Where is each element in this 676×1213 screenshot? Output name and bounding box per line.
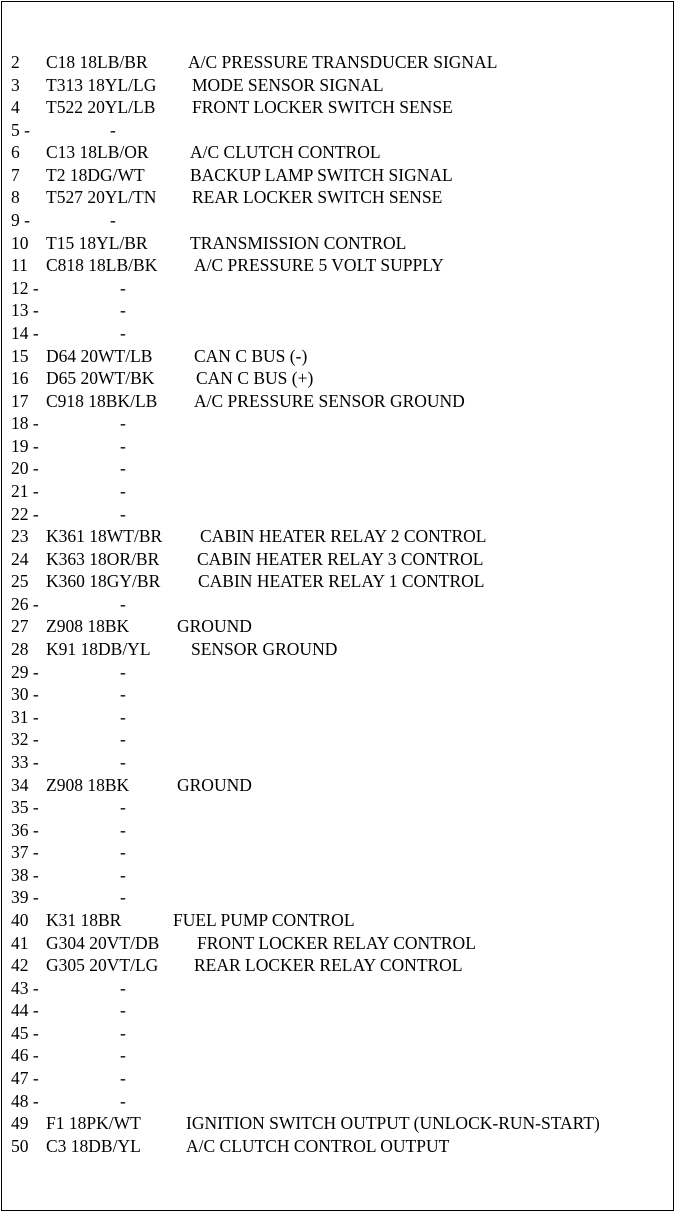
circuit-function: -: [120, 1090, 126, 1111]
circuit-function: IGNITION SWITCH OUTPUT (UNLOCK-RUN-START): [186, 1113, 600, 1134]
circuit-function: FRONT LOCKER RELAY CONTROL: [197, 932, 476, 953]
pin-number: 5 -: [11, 119, 30, 140]
table-row: [0, 841, 676, 864]
pin-number: 41: [11, 932, 29, 953]
wire-code: D65 20WT/BK: [46, 368, 155, 389]
circuit-function: -: [120, 751, 126, 772]
table-row: [0, 480, 676, 503]
table-row: [0, 593, 676, 616]
circuit-function: CABIN HEATER RELAY 2 CONTROL: [200, 526, 487, 547]
wire-code: C918 18BK/LB: [46, 390, 158, 411]
table-row: [0, 209, 676, 232]
pin-number: 47 -: [11, 1068, 39, 1089]
table-row: [0, 119, 676, 142]
pin-number: 48 -: [11, 1090, 39, 1111]
pin-number: 11: [11, 255, 28, 276]
table-row: [0, 51, 676, 74]
pin-number: 32 -: [11, 729, 39, 750]
table-row: [0, 503, 676, 526]
circuit-function: -: [120, 819, 126, 840]
wire-code: K363 18OR/BR: [46, 548, 160, 569]
table-row: [0, 164, 676, 187]
pin-number: 33 -: [11, 751, 39, 772]
wire-code: F1 18PK/WT: [46, 1113, 141, 1134]
wire-code: C3 18DB/YL: [46, 1135, 141, 1156]
table-row: [0, 728, 676, 751]
table-row: [0, 74, 676, 97]
circuit-function: FUEL PUMP CONTROL: [173, 909, 355, 930]
pin-number: 21 -: [11, 480, 39, 501]
circuit-function: -: [120, 706, 126, 727]
circuit-function: -: [120, 1000, 126, 1021]
pin-number: 25: [11, 571, 29, 592]
table-row: [0, 96, 676, 119]
circuit-function: A/C CLUTCH CONTROL OUTPUT: [186, 1135, 450, 1156]
table-row: [0, 232, 676, 255]
circuit-function: A/C CLUTCH CONTROL: [190, 142, 381, 163]
circuit-function: -: [120, 1045, 126, 1066]
table-row: [0, 322, 676, 345]
circuit-function: GROUND: [177, 774, 252, 795]
table-row: [0, 661, 676, 684]
circuit-function: FRONT LOCKER SWITCH SENSE: [192, 97, 453, 118]
table-row: [0, 774, 676, 797]
table-row: [0, 796, 676, 819]
table-row: [0, 1135, 676, 1158]
table-row: [0, 1044, 676, 1067]
pin-number: 17: [11, 390, 29, 411]
pin-number: 4: [11, 97, 20, 118]
wire-code: K360 18GY/BR: [46, 571, 161, 592]
wire-code: C13 18LB/OR: [46, 142, 149, 163]
table-row: [0, 819, 676, 842]
wire-code: K91 18DB/YL: [46, 639, 151, 660]
circuit-function: -: [120, 322, 126, 343]
pin-number: 7: [11, 164, 20, 185]
wire-code: T527 20YL/TN: [46, 187, 157, 208]
table-row: [0, 186, 676, 209]
pin-number: 49: [11, 1113, 29, 1134]
pin-number: 26 -: [11, 593, 39, 614]
circuit-function: CABIN HEATER RELAY 1 CONTROL: [198, 571, 485, 592]
circuit-function: MODE SENSOR SIGNAL: [192, 74, 384, 95]
circuit-function: -: [120, 661, 126, 682]
circuit-function: -: [120, 593, 126, 614]
circuit-function: -: [120, 797, 126, 818]
table-row: [0, 1067, 676, 1090]
circuit-function: CAN C BUS (-): [194, 345, 308, 366]
circuit-function: -: [120, 864, 126, 885]
wire-code: D64 20WT/LB: [46, 345, 153, 366]
pin-number: 42: [11, 955, 29, 976]
wire-code: K31 18BR: [46, 909, 122, 930]
circuit-function: SENSOR GROUND: [191, 639, 338, 660]
wire-code: K361 18WT/BR: [46, 526, 163, 547]
table-row: [0, 1090, 676, 1113]
circuit-function: -: [120, 887, 126, 908]
pin-number: 35 -: [11, 797, 39, 818]
wire-code: C18 18LB/BR: [46, 52, 148, 72]
pin-number: 43 -: [11, 977, 39, 998]
circuit-function: -: [110, 119, 116, 140]
pin-number: 14 -: [11, 322, 39, 343]
table-row: [0, 548, 676, 571]
pin-number: 28: [11, 639, 29, 660]
table-row: [0, 615, 676, 638]
pin-number: 50: [11, 1135, 29, 1156]
table-row: [0, 706, 676, 729]
pin-number: 15: [11, 345, 29, 366]
pin-number: 30 -: [11, 684, 39, 705]
pin-number: 6: [11, 142, 20, 163]
pin-number: 18 -: [11, 413, 39, 434]
table-row: [0, 345, 676, 368]
pin-number: 10: [11, 232, 29, 253]
pin-number: 45 -: [11, 1022, 39, 1043]
table-row: [0, 683, 676, 706]
table-row: [0, 570, 676, 593]
table-row: [0, 254, 676, 277]
circuit-function: A/C PRESSURE TRANSDUCER SIGNAL: [188, 52, 498, 72]
circuit-function: -: [120, 480, 126, 501]
wire-code: T2 18DG/WT: [46, 164, 145, 185]
circuit-function: -: [120, 842, 126, 863]
pin-number: 9 -: [11, 210, 30, 231]
pin-number: 16: [11, 368, 29, 389]
wire-code: T15 18YL/BR: [46, 232, 148, 253]
table-row: [0, 435, 676, 458]
circuit-function: -: [120, 300, 126, 321]
pin-number: 24: [11, 548, 29, 569]
circuit-function: REAR LOCKER SWITCH SENSE: [192, 187, 443, 208]
table-row: [0, 525, 676, 548]
wire-code: Z908 18BK: [46, 616, 130, 637]
table-row: [0, 141, 676, 164]
wire-code: C818 18LB/BK: [46, 255, 158, 276]
wire-code: G305 20VT/LG: [46, 955, 159, 976]
table-row: [0, 977, 676, 1000]
circuit-function: -: [120, 435, 126, 456]
table-row: [0, 751, 676, 774]
wire-code: G304 20VT/DB: [46, 932, 160, 953]
table-row: [0, 1112, 676, 1135]
pin-number: 23: [11, 526, 29, 547]
pin-number: 2: [11, 52, 20, 72]
circuit-function: -: [120, 1022, 126, 1043]
circuit-function: A/C PRESSURE SENSOR GROUND: [194, 390, 465, 411]
table-row: [0, 999, 676, 1022]
circuit-function: A/C PRESSURE 5 VOLT SUPPLY: [194, 255, 444, 276]
wire-code: T313 18YL/LG: [46, 74, 157, 95]
pin-number: 44 -: [11, 1000, 39, 1021]
circuit-function: -: [120, 503, 126, 524]
table-row: [0, 638, 676, 661]
pin-number: 19 -: [11, 435, 39, 456]
table-row: [0, 864, 676, 887]
pin-number: 39 -: [11, 887, 39, 908]
circuit-function: TRANSMISSION CONTROL: [190, 232, 407, 253]
table-row: [0, 1022, 676, 1045]
circuit-function: -: [120, 977, 126, 998]
table-row: [0, 299, 676, 322]
table-row: [0, 909, 676, 932]
table-row: [0, 390, 676, 413]
wire-code: Z908 18BK: [46, 774, 130, 795]
connector-pin-table: [0, 51, 676, 1157]
pin-number: 12 -: [11, 277, 39, 298]
circuit-function: -: [120, 729, 126, 750]
wire-code: T522 20YL/LB: [46, 97, 156, 118]
circuit-function: -: [120, 277, 126, 298]
pin-number: 13 -: [11, 300, 39, 321]
circuit-function: -: [120, 458, 126, 479]
circuit-function: -: [120, 413, 126, 434]
table-row: [0, 954, 676, 977]
pin-number: 8: [11, 187, 20, 208]
pin-number: 20 -: [11, 458, 39, 479]
pin-number: 29 -: [11, 661, 39, 682]
pin-number: 37 -: [11, 842, 39, 863]
pin-number: 31 -: [11, 706, 39, 727]
circuit-function: -: [120, 1068, 126, 1089]
circuit-function: -: [110, 210, 116, 231]
circuit-function: BACKUP LAMP SWITCH SIGNAL: [190, 164, 453, 185]
table-row: [0, 457, 676, 480]
pin-number: 36 -: [11, 819, 39, 840]
circuit-function: CABIN HEATER RELAY 3 CONTROL: [197, 548, 484, 569]
table-row: [0, 277, 676, 300]
circuit-function: REAR LOCKER RELAY CONTROL: [194, 955, 463, 976]
table-row: [0, 412, 676, 435]
pin-number: 46 -: [11, 1045, 39, 1066]
pin-number: 3: [11, 74, 20, 95]
table-row: [0, 886, 676, 909]
circuit-function: CAN C BUS (+): [196, 368, 314, 389]
table-row: [0, 367, 676, 390]
pin-number: 40: [11, 909, 29, 930]
circuit-function: GROUND: [177, 616, 252, 637]
pin-number: 38 -: [11, 864, 39, 885]
pin-number: 27: [11, 616, 29, 637]
circuit-function: -: [120, 684, 126, 705]
pin-number: 22 -: [11, 503, 39, 524]
table-row: [0, 932, 676, 955]
pin-number: 34: [11, 774, 29, 795]
